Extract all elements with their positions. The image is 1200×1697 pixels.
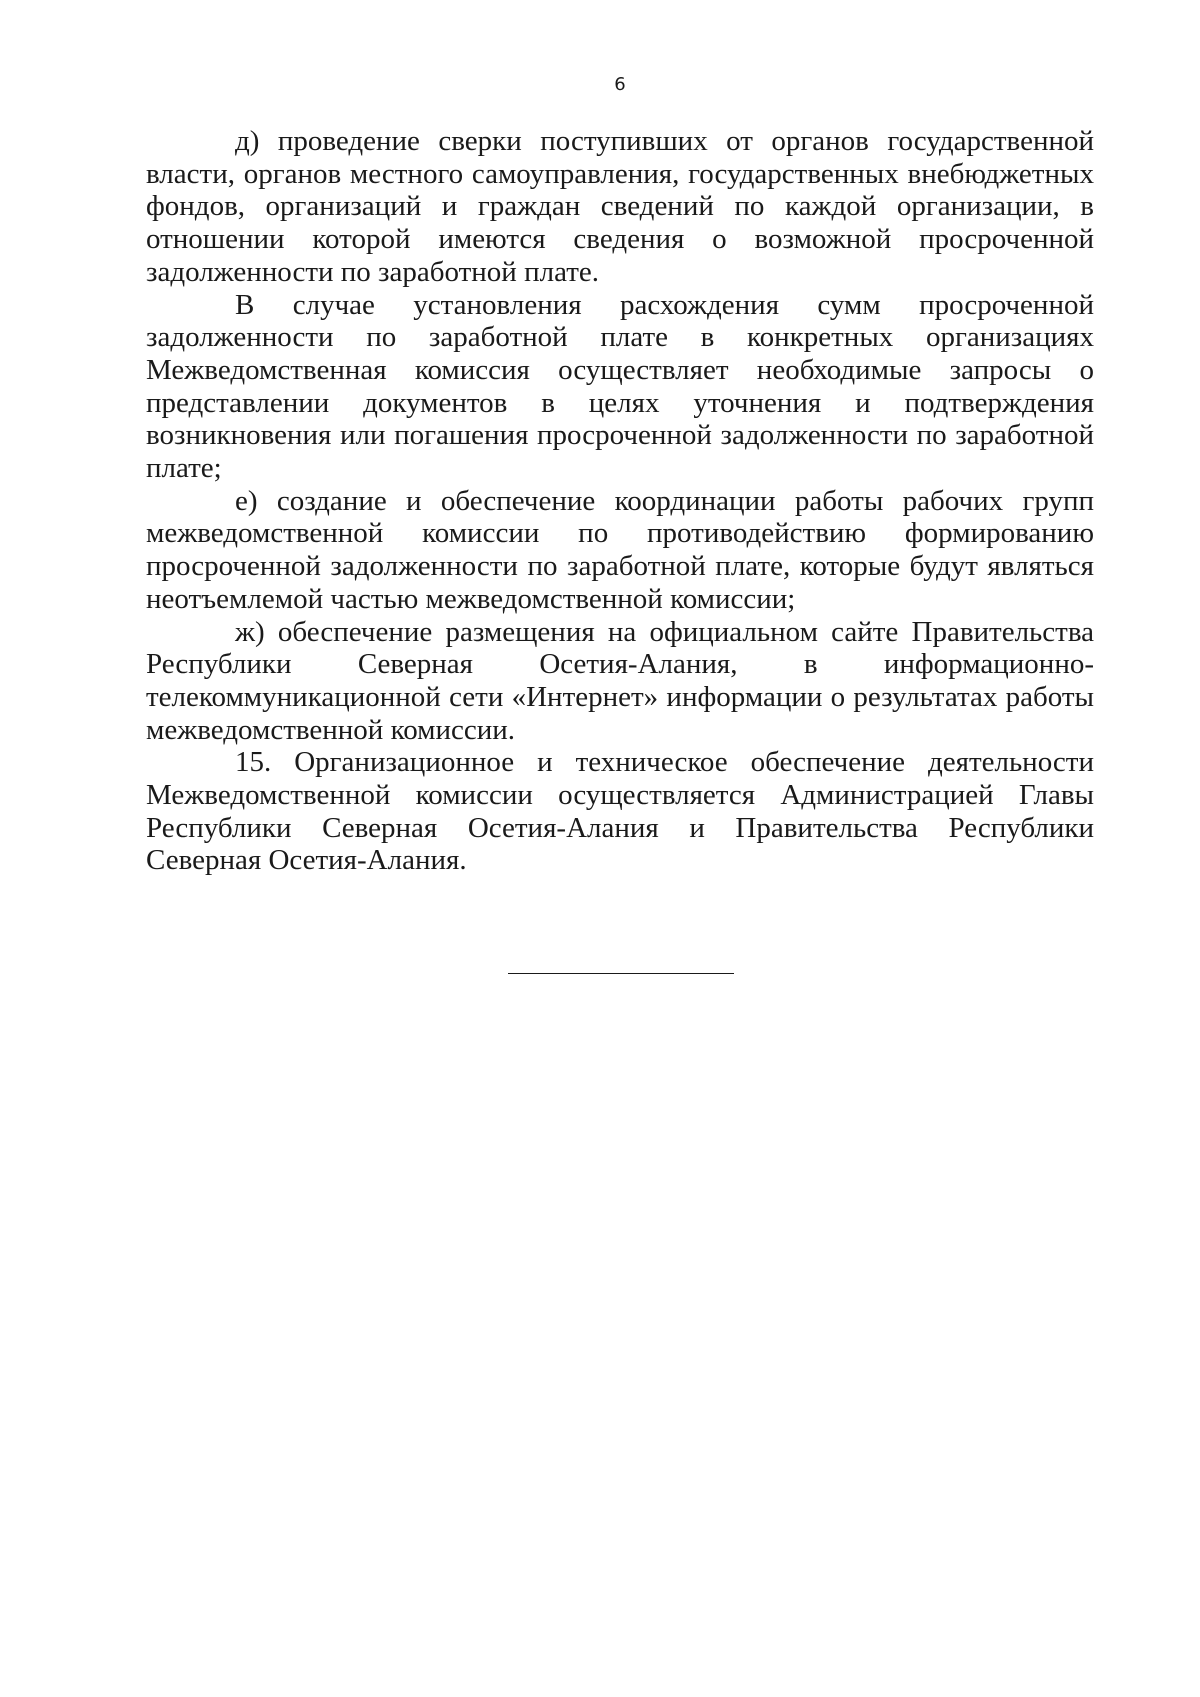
paragraph-e-working-groups: е) создание и обеспечение координации работы рабочих групп межведомственной комиссии по противодействию формированию просроченной задолженности по заработной плате, которые будут являться неотъемлемой частью межведомственной комиссии; [146,484,1094,615]
paragraph-15-support: 15. Организационное и техническое обеспечение деятельности Межведомственной комиссии осуществляется Администрацией Главы Республики Северная Осетия-Алания и Правительства Республики Северная Осетия-Алания. [146,746,1094,877]
paragraph-d-reconciliation: д) проведение сверки поступивших от органов государственной власти, органов местного самоуправления, государственных внебюджетных фондов, организаций и граждан сведений по каждой организации, в отношении которой имеются сведения о возможной просроченной задолженности по заработной плате. [146,125,1094,288]
document-body [146,125,1094,877]
page-number: 6 [614,74,626,95]
end-separator-line [508,973,734,974]
paragraph-zh-publication: ж) обеспечение размещения на официальном сайте Правительства Республики Северная Осетия-Алания, в информационно-телекоммуникационной сети «Интернет» информации о результатах работы межведомственной комиссии. [146,615,1094,746]
paragraph-discrepancy: В случае установления расхождения сумм просроченной задолженности по заработной плате в конкретных организациях Межведомственная комиссия осуществляет необходимые запросы о представлении документов в целях уточнения и подтверждения возникновения или погашения просроченной задолженности по заработной плате; [146,288,1094,485]
